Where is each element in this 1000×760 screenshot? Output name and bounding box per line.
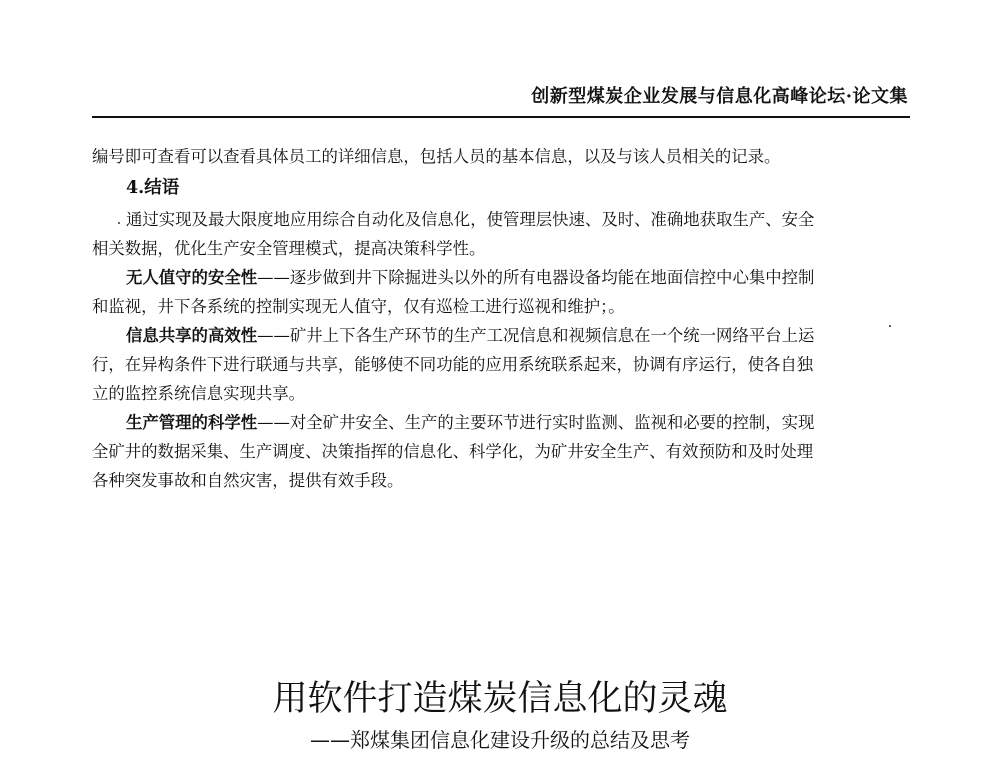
article-body	[92, 142, 910, 495]
body-line: 全矿井的数据采集、生产调度、决策指挥的信息化、科学化，为矿井安全生产、有效预防和及时处理	[92, 442, 814, 461]
next-article-subtitle: ——郑煤集团信息化建设升级的总结及思考	[310, 728, 690, 752]
body-line: 和监视，井下各系统的控制实现无人值守，仅有巡检工进行巡视和维护；。	[92, 297, 625, 316]
term-sharing: 信息共享的高效性	[126, 326, 258, 345]
body-text-span: ——逐步做到井下除掘进头以外的所有电器设备均能在地面信控中心集中控制	[257, 268, 815, 287]
body-line: 行，在异构条件下进行联通与共享，能够使不同功能的应用系统联系起来，协调有序运行，使各自独	[92, 355, 814, 374]
body-line: 通过实现及最大限度地应用综合自动化及信息化，使管理层快速、及时、准确地获取生产、安全	[126, 210, 815, 229]
term-safety: 无人值守的安全性	[126, 268, 258, 287]
body-text-span: ——矿井上下各生产环节的生产工况信息和视频信息在一个统一网络平台上运	[257, 326, 815, 345]
paragraph-sharing	[92, 321, 910, 350]
section-heading: 4.结语	[126, 178, 180, 198]
scan-speck	[889, 325, 891, 327]
body-line: 立的监控系统信息实现共享。	[92, 384, 306, 403]
scan-speck	[118, 222, 120, 224]
paragraph-management	[92, 408, 910, 437]
body-line: 各种突发事故和自然灾害，提供有效手段。	[92, 471, 404, 490]
header-rule	[92, 116, 910, 118]
body-line: 编号即可查看可以查看具体员工的详细信息，包括人员的基本信息，以及与该人员相关的记录。	[92, 147, 781, 166]
body-text-span: ——对全矿井安全、生产的主要环节进行实时监测、监视和必要的控制，实现	[257, 413, 815, 432]
body-line: 相关数据，优化生产安全管理模式，提高决策科学性。	[92, 239, 486, 258]
term-management: 生产管理的科学性	[126, 413, 258, 432]
next-article-title: 用软件打造煤炭信息化的灵魂	[272, 679, 728, 719]
running-header: 创新型煤炭企业发展与信息化高峰论坛·论文集	[531, 86, 908, 107]
paragraph-safety	[92, 263, 910, 292]
